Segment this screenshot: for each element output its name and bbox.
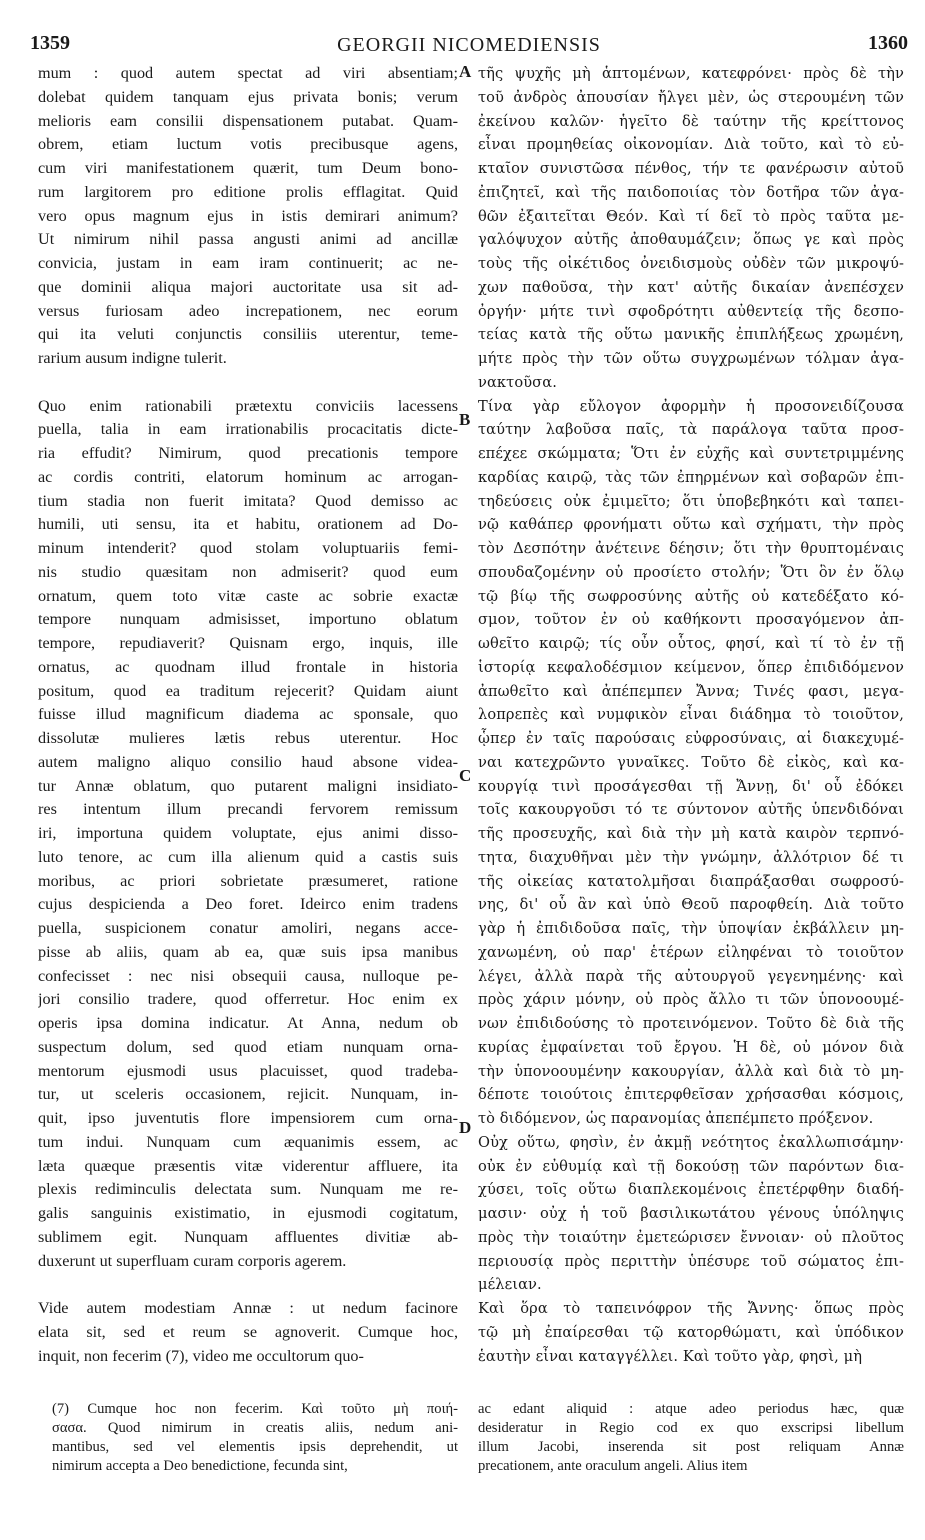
latin-text-line: moribus, ac priori sobrietate præsumeret, ratione [38,871,458,890]
page-number-right: 1360 [868,32,908,54]
latin-text-line: puella, suspicionem conatur amoliri, negans acce- [38,919,458,937]
latin-text-line: ria effudit? Nimirum, quod precationis tempore [38,444,458,462]
greek-text-line: κταῖον συνιστῶσα πένθος, τήν τε φανέρωσιν αὐτοῦ [478,160,904,177]
latin-text-line: confecisset : nec nisi obsequii causa, nulloque pe- [38,966,458,985]
latin-text-line: res intentum illum precandi fervorem remissum [38,800,458,819]
greek-text-line: τὸ διδόμενον, ὡς παρανομίας ἀπεπέμπετο πρόξενον. [478,1110,874,1127]
margin-marker-c: C [459,766,472,785]
latin-text-line: dissolutæ mulieres lætis rebus uterentur. Hoc [38,729,458,747]
greek-text-line: τῆς προσευχῆς, καὶ διὰ τὴν μὴ κατὰ καιρὸν τερπνό- [478,825,904,842]
greek-text-line: λοπρεπὲς καὶ νυμφικὸν εἶναι διάδημα τὸ τοιοῦτον, [478,706,904,724]
greek-text-line: σπουδαζομένην οὐ προσίετο στολήν; Ὅτι ὃν ἐν ὅλῳ [478,563,904,581]
greek-text-line: τῆς οἰκείας κατατολμῆσαι διαπράξασθαι σωφροσύ- [478,872,904,890]
latin-text-line: operis ipsa domina indicatur. At Anna, nedum ob [38,1014,458,1032]
latin-text-line: puella, talia in eam irrationabilis procacitatis dicte- [38,420,458,439]
latin-text-line: læta quæque præsentis vitæ viderentur affluere, ita [38,1156,458,1175]
latin-text-line: nis studio quæsitam non admiserit? quod eum [38,562,458,581]
greek-text-line: ἐπιζητεῖ, καὶ τῆς παιδοποιίας τὸν δοτῆρα τῶν ἀγα- [478,183,904,201]
latin-text-line: positum, quod ea traditum rejecerit? Quidam aiunt [38,681,458,700]
greek-text-line: τοῖς κακουργοῦσι τό τε σύντονον αὐτῆς ὑπενδιδόναι [478,801,904,819]
footnote-line: σασα. Quod nimirum in creatis aliis, nedum ani- [52,1420,458,1436]
greek-text-line: Οὐχ οὕτω, φησὶν, ἐν ἀκμῇ νεότητος ἐκαλλωπισάμην· [478,1133,904,1151]
greek-column [478,62,904,1368]
greek-text-line: ναι κατεχρῶντο γυναῖκες. Τοῦτο δὲ εἰκὸς, καὶ κα- [478,753,904,771]
latin-text-line: ornatum, quem toto vitæ caste ac sobrie exactæ [38,586,458,605]
greek-text-line: χων παθοῦσα, τὴν κατ' αὐτῆς δικαίαν ἀνεπέσχεν [478,278,904,296]
latin-text-line: rum largitorem pro editione prolis efflagitat. Quid [38,182,458,201]
latin-text-line: autem maligno aliquo consilio haud absone videa- [38,752,458,771]
paragraph-gap [38,1273,458,1297]
footnote-line: illum Jacobi, inserenda sit post reliquam Annæ [478,1439,904,1455]
greek-text-line: τῷ μὴ ἐπαίρεσθαι τῷ κατορθώματι, καὶ ὑπόδικον [478,1323,904,1341]
running-title: GEORGII NICOMEDIENSIS [337,34,601,56]
greek-text-line: χανωμένη, οὐ παρ' ἑτέρων εἰληφέναι τὸ τοιοῦτον [478,943,904,961]
paragraph-gap [38,371,458,395]
latin-text-line: sublimem egit. Nunquam affluentes divitiæ ab- [38,1227,458,1246]
greek-text-line: θῶν ἐξαιτεῖται Θεόν. Καὶ τί δεῖ τὸ πρὸς ταῦτα με- [478,207,904,225]
greek-text-line: ἀπωθεῖτο καὶ ἀπέπεμπεν Ἄννα; Τινές φασι, μεγα- [478,682,904,700]
latin-text-line: inquit, non fecerim (7), video me occultorum quo- [38,1346,364,1365]
latin-text-line: plexis rediminculis delectata sum. Nunquam me re- [38,1180,458,1199]
greek-text-line: πρὸς τὴν τοιαύτην ἐμετεώρισεν ἔννοιαν· οὐ πλοῦτος [478,1228,904,1246]
footnote-right [478,1400,904,1476]
greek-text-line: μήτε πρὸς τὴν τῶν οὕτω συγχρωμένων τόλμαν ἀγα- [478,350,904,367]
greek-text-line: περιουσίᾳ πρὸς περιττὴν ὑπέσυρε τοῦ σώματος ἐπι- [478,1252,904,1270]
latin-text-line: mum : quod autem spectat ad viri absentiam; [38,64,458,82]
margin-marker-b: B [459,410,471,429]
footnote-line: desideratur in Regio cod ex quo exscripsi libellum [478,1420,904,1436]
latin-text-line: iri, importuna quidem voluptate, ejus animi disso- [38,824,458,842]
greek-text-line: τηδεύσεις οὐκ ἐμιμεῖτο; ὅτι ὑποβεβηκότι καὶ ταπει- [478,492,904,510]
latin-text-line: vero opus magnum ejus in istis demirari animum? [38,206,458,225]
greek-text-line: ταύτην λαβοῦσα παῖς, τὰ παράλογα ταῦτα προσ- [478,421,904,439]
latin-text-line: melioris eam consilii dispensationem putabat. Quam- [38,111,458,130]
latin-text-line: tempore, repudiaverit? Quisnam ergo, inquis, ille [38,634,458,652]
greek-text-line: νῷ καθάπερ φρονήματι οὕτω καὶ σχήματι, τὴν πρὸς [478,516,904,534]
latin-text-line: Ut nimirum nihil passa angusti animi ad ancillæ [38,230,458,249]
margin-marker-d: D [459,1118,472,1137]
latin-text-line: minum intenderit? quod stolam voluptuariis femi- [38,539,458,557]
latin-text-line: rarium ausum indigne tulerit. [38,349,227,367]
footnote-line: (7) Cumque hoc non fecerim. Καὶ τοῦτο μὴ ποιή- [52,1401,458,1417]
greek-text-line: μέλειαν. [478,1276,542,1294]
latin-text-line: cum viri manifestationem quærit, tum Deum bono- [38,159,458,177]
greek-text-line: νης, δι' οὗ ἂν καὶ ὑπὸ Θεοῦ παροφθείη. Διὰ τοῦτο [478,896,904,914]
latin-text-line: obrem, etiam luctum votis precibusque agens, [38,135,458,154]
greek-text-line: δέποτε τοιούτοις ἐπιτερφθεῖσαν χρήσασθαι κόσμοις, [478,1086,904,1104]
latin-text-line: jori consilio tradere, quod offerretur. Hoc enim ex [38,990,458,1009]
greek-text-line: τῆς ψυχῆς μὴ ἁπτομένων, κατεφρόνει· πρὸς δὲ τὴν [478,65,904,82]
latin-text-line: quit, ipso juventutis flore impensiorem cum orna- [38,1109,458,1127]
latin-text-line: elata sit, sed et reum se agnoverit. Cumque hoc, [38,1322,458,1341]
latin-column [38,62,458,1368]
latin-text-line: luto tenore, ac cum illa alienum quid a castis suis [38,847,458,866]
greek-text-line: μασιν· οὐχ ἡ τοῦ βασιλικωτάτου γένους ὑπόληψις [478,1205,904,1222]
greek-text-line: γαλόψυχον αὐτῆς ἀποθαυμάζειν; ὅπως γε καὶ πρὸς [478,231,904,249]
greek-text-line: τοὺς τῆς οἰκέτιδος ὀνειδισμοὺς οὐδὲν τῶν μικροψύ- [478,255,904,272]
latin-text-line: dolebat quidem tanquam ejus privata bonis; verum [38,87,458,106]
latin-text-line: humili, uti sensu, ita et habitu, orationem ad Do- [38,515,458,534]
latin-text-line: cujus despicienda a Deo foret. Ideirco enim tradens [38,895,458,914]
latin-text-line: fuisse illud magnificum diadema ac sponsale, quo [38,705,458,724]
running-header [30,32,908,60]
greek-text-line: τὴν ὑπονοουμένην κακουργίαν, ἀλλὰ καὶ διὰ τὸ μη- [478,1062,904,1080]
greek-text-line: τῷ βίῳ τῆς σωφροσύνης αὐτῆς οὐ κατεδέξατο κό- [478,587,904,605]
greek-text-line: γὰρ ἡ ἐπιδιδοῦσα παῖς, τὴν ὑποψίαν ἐκβάλλειν μη- [478,920,904,937]
latin-text-line: tum indui. Nunquam cum æquanimis essem, ac [38,1132,458,1151]
latin-text-line: duxerunt ut superfluam curam corporis agerem. [38,1251,347,1270]
greek-text-line: τείας κατὰ τῆς οὕτω μανικῆς ἐπιπλήξεως χρωμένη, [478,326,904,344]
greek-text-line: επέχεε σκώμματα; Ὅτι ἐν εὐχῆς καὶ συντετριμμένης [478,445,904,462]
footnote-line: mantibus, sed vel elementis ipsis deprehendit, ut [52,1439,458,1455]
greek-text-line: νων ἐπιδιδούσης τὸ προτεινόμενον. Τοῦτο δὲ διὰ τῆς [478,1015,904,1032]
greek-text-line: χύσει, τοῖς οὕτω διαπλεκομένοις ἐπετέρφθην διαδή- [478,1181,904,1199]
latin-text-line: tium stadia non fuerit imitata? Quod demisso ac [38,491,458,510]
greek-text-line: Καὶ ὅρα τὸ ταπεινόφρον τῆς Ἄννης· ὅπως πρὸς [478,1300,904,1317]
footnote-left [52,1400,458,1476]
greek-text-line: νακτοῦσα. [478,373,557,391]
latin-text-line: ac cordis contriti, elatorum hominum ac arrogan- [38,467,458,486]
latin-text-line: mentorum ejusmodi usus placuisset, quod tradeba- [38,1061,458,1080]
latin-text-line: tempore nunquam admisisset, importuno oblatum [38,610,458,629]
greek-text-line: Τίνα γὰρ εὔλογον ἀφορμὴν ἡ προσονειδίζουσα [478,397,904,415]
greek-text-line: οὐκ ἐν εὐθυμίᾳ καὶ τῇ δοκούσῃ τῶν παρόντων δια- [478,1157,904,1175]
greek-text-line: τητα, διαχυθῆναι μὲν τὴν γνώμην, ἀλλότριον δέ τι [478,848,904,866]
greek-text-line: ἱστορίᾳ κεφαλοδέσμιον κείμενον, ὅπερ ἐπιδιδόμενον [478,658,904,676]
latin-text-line: tur, ut sceleris occasionem, rejicit. Nunquam, in- [38,1085,458,1104]
greek-text-line: πρὸς χάριν μόνην, οὐ πρὸς ἄλλο τι τῶν ὑπονοουμέ- [478,991,904,1009]
greek-text-line: ἑαυτὴν εἶναι καταγγέλλει. Καὶ τοῦτο γὰρ, φησὶ, μὴ [478,1347,863,1365]
footnote-line: precationem, ante oraculum angeli. Alius item [478,1458,748,1474]
footnote-line: nimirum accepta a Deo benedictione, fecunda sint, [52,1458,348,1474]
greek-text-line: κυρίας ἐμφαίνεται τοῦ ἔργου. Ἡ δὲ, οὐ μόνον διὰ [478,1038,904,1056]
latin-text-line: galis sanguinis existimatio, in ejusmodi cogitatum, [38,1204,458,1222]
footnote-line: ac edant aliquid : atque adeo periodus hæc, quæ [478,1401,904,1417]
greek-text-line: κουργίᾳ τινὶ προσάγεσθαι τῇ Ἄννῃ, δι' οὗ ἐδόκει [478,777,904,795]
latin-text-line: suspectum dolum, sed quod etiam nunquam orna- [38,1037,458,1056]
greek-text-line: τὸν Δεσπότην ἀνέτεινε δέησιν; ὅτι τὴν θρυπτομέναις [478,540,904,557]
greek-text-line: εἶναι προμηθείας οἰκονομίαν. Διὰ τοῦτο, καὶ τὸ εὐ- [478,136,904,154]
greek-text-line: ἐκείνου καλῶν· ἡγεῖτο δὲ ταύτην τῆς κρείττονος [478,112,904,130]
greek-text-line: λέγει, ἀλλὰ παρὰ τῆς αὐτουργοῦ γεγενημένης· καὶ [478,967,904,985]
margin-marker-a: A [459,62,472,81]
latin-text-line: que dominii aliqua majori auctoritate usa sit ad- [38,277,458,296]
greek-text-line: ωθεῖτο καιρῷ; τίς οὖν οὗτος, φησί, καὶ τί τὸ ἐν τῇ [478,635,904,652]
greek-text-line: ᾧπερ ἐν ταῖς παρούσαις εὐφροσύναις, αἱ διακεχυμέ- [478,730,904,747]
greek-text-line: καρδίας καιρῷ, τὰς τῶν ἐπηρμένων καὶ σοβαρῶν ἐπι- [478,468,904,486]
greek-text-line: τοῦ ἀνδρὸς ἀπουσίαν ἤλγει μὲν, ὡς στερουμένη τῶν [478,88,904,106]
latin-text-line: pisse ab aliis, quam ab ea, quæ suis ipsa manibus [38,942,458,961]
latin-text-line: Quo enim rationabili prætextu conviciis lacessens [38,396,458,415]
greek-text-line: σμον, τοῦτον ἐν οὐ καθήκοντι προσαγόμενον ἀπ- [478,611,904,629]
latin-text-line: Vide autem modestiam Annæ : ut nedum facinore [38,1299,458,1317]
latin-text-line: qui ita veluti conjunctis consiliis uterentur, teme- [38,325,458,344]
greek-text-line: ὀργήν· μήτε τινὶ σφοδρότητι αὐθεντείᾳ τῆς δεσπο- [478,302,904,320]
latin-text-line: ornatus, ac quodnam illud frontale in historia [38,657,458,676]
latin-text-line: versus furiosam adeo increpationem, nec eorum [38,301,458,320]
page-number-left: 1359 [30,32,70,54]
latin-text-line: tur Annæ oblatum, quo putarent maligni insidiato- [38,776,458,795]
latin-text-line: convicia, justam in eam iram continuerit; ac ne- [38,254,458,272]
